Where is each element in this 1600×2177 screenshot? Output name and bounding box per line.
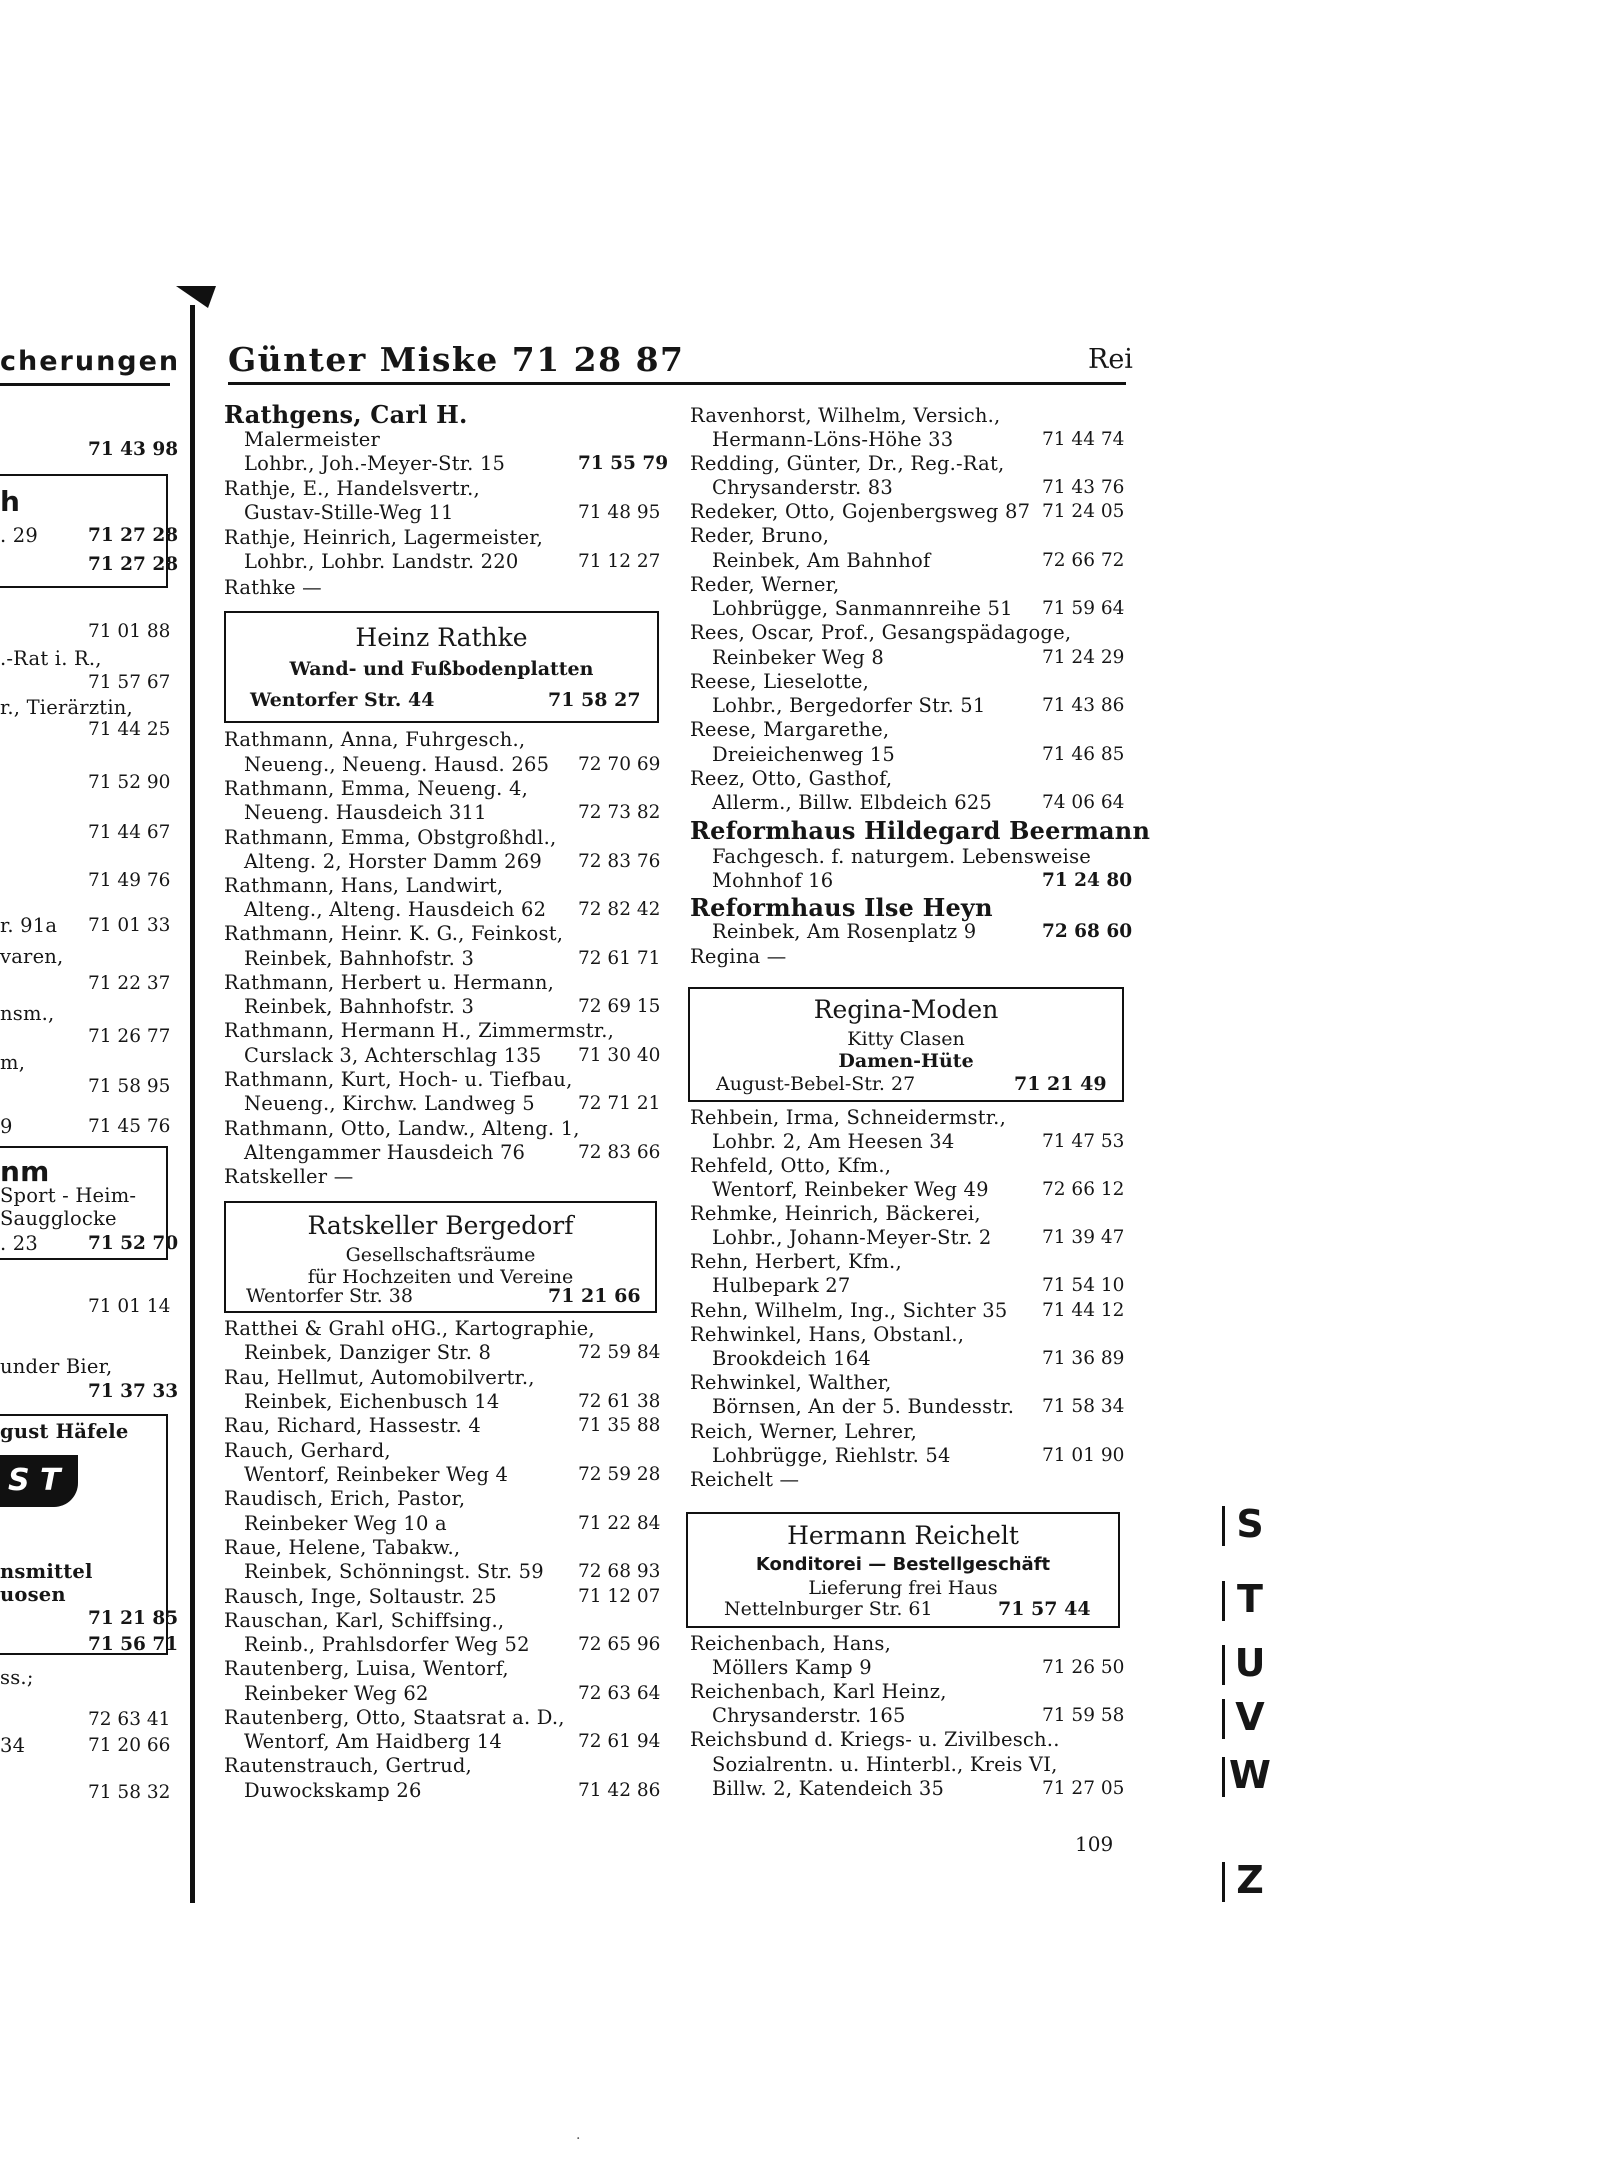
ad-hermann-reichelt — [686, 1512, 1120, 1628]
col2-entry-5: Reder, Bruno, — [690, 524, 830, 547]
col1-entry-31: Rau, Richard, Hassestr. 4 — [224, 1414, 481, 1437]
col2-phone-10: 71 24 29 — [1042, 647, 1125, 668]
col1-phone-30: 72 61 38 — [578, 1391, 661, 1412]
col2-entry-30: Hulbepark 27 — [712, 1274, 851, 1297]
col1-entry-35: Reinbeker Weg 10 a — [244, 1512, 447, 1535]
col2-entry-37: Lohbrügge, Riehlstr. 54 — [712, 1444, 951, 1467]
gutter-flag — [176, 286, 216, 308]
ad-rathke-name: Heinz Rathke — [355, 623, 528, 652]
col2-phone-37: 71 01 90 — [1042, 1445, 1125, 1466]
thumb-tab-mark — [1222, 1757, 1225, 1797]
left-entry-1: h — [0, 485, 21, 518]
gutter-line — [190, 305, 195, 1903]
col2-phone-42: 71 59 58 — [1042, 1705, 1125, 1726]
col2-entry-32: Rehwinkel, Hans, Obstanl., — [690, 1323, 965, 1346]
ad-regina-phone: 71 21 49 — [1014, 1073, 1107, 1095]
col1-phone-46: 71 42 86 — [578, 1780, 661, 1801]
col2-entry-10: Reinbeker Weg 8 — [712, 646, 884, 669]
left-entry-22: Saugglocke — [0, 1207, 117, 1230]
col1-entry-42: Reinbeker Weg 62 — [244, 1682, 429, 1705]
col2-phone-21: 72 68 60 — [1042, 921, 1133, 942]
left-phone-4: 71 01 88 — [88, 621, 171, 642]
ad-regina-name: Regina-Moden — [813, 995, 999, 1024]
col1-phone-15: 72 82 42 — [578, 899, 661, 920]
ad-reichelt-address: Nettelnburger Str. 61 — [724, 1598, 933, 1620]
left-phone-34: 71 20 66 — [88, 1735, 171, 1756]
left-phone-3: 71 27 28 — [88, 554, 179, 575]
header-advertisement: Günter Miske 71 28 87 — [228, 340, 685, 379]
col1-phone-11: 72 73 82 — [578, 802, 661, 823]
col1-entry-34: Raudisch, Erich, Pastor, — [224, 1487, 466, 1510]
left-entry-23: . 23 — [0, 1232, 39, 1255]
col2-phone-12: 71 43 86 — [1042, 695, 1125, 716]
col1-entry-17: Reinbek, Bahnhofstr. 3 — [244, 947, 475, 970]
col2-entry-19: Mohnhof 16 — [712, 869, 834, 892]
col1-phone-38: 71 12 07 — [578, 1586, 661, 1607]
ad-ratskeller-phone: 71 21 66 — [548, 1285, 641, 1307]
print-speck: · — [576, 2131, 581, 2147]
col2-entry-33: Brookdeich 164 — [712, 1347, 871, 1370]
col1-entry-44: Wentorf, Am Haidberg 14 — [244, 1730, 502, 1753]
left-phone-10: 71 44 67 — [88, 822, 171, 843]
col2-entry-31: Rehn, Wilhelm, Ing., Sichter 35 — [690, 1299, 1008, 1322]
col1-entry-38: Rausch, Inge, Soltaustr. 25 — [224, 1585, 497, 1608]
col1-phone-21: 71 30 40 — [578, 1045, 661, 1066]
col2-phone-24: 71 47 53 — [1042, 1131, 1125, 1152]
col1-phone-23: 72 71 21 — [578, 1093, 661, 1114]
left-logo-text: S T — [8, 1463, 61, 1498]
left-entry-12: r. 91a — [0, 914, 58, 937]
col2-entry-29: Rehn, Herbert, Kfm., — [690, 1250, 902, 1273]
col1-entry-32: Rauch, Gerhard, — [224, 1439, 391, 1462]
left-phone-35: 71 58 32 — [88, 1782, 171, 1803]
left-entry-29: uosen — [0, 1583, 66, 1606]
col1-entry-33: Wentorf, Reinbeker Weg 4 — [244, 1463, 509, 1486]
col2-entry-39: Reichenbach, Hans, — [690, 1632, 892, 1655]
col1-entry-22: Rathmann, Kurt, Hoch- u. Tiefbau, — [224, 1068, 573, 1091]
col1-entry-37: Reinbek, Schönningst. Str. 59 — [244, 1560, 544, 1583]
col2-phone-28: 71 39 47 — [1042, 1227, 1125, 1248]
thumb-tab-mark — [1222, 1581, 1225, 1621]
left-phone-9: 71 52 90 — [88, 772, 171, 793]
col2-entry-8: Lohbrügge, Sanmannreihe 51 — [712, 597, 1013, 620]
ad-ratskeller-address: Wentorfer Str. 38 — [246, 1285, 413, 1307]
col2-phone-31: 71 44 12 — [1042, 1300, 1125, 1321]
left-phone-0: 71 43 98 — [88, 439, 179, 460]
col2-entry-40: Möllers Kamp 9 — [712, 1656, 872, 1679]
col2-entry-43: Reichsbund d. Kriegs- u. Zivilbesch.. — [690, 1728, 1060, 1751]
col1-entry-29: Rau, Hellmut, Automobilvertr., — [224, 1366, 535, 1389]
left-logo — [0, 1455, 78, 1507]
col2-entry-6: Reinbek, Am Bahnhof — [712, 549, 931, 572]
ad-reichelt-line1: Konditorei — Bestellgeschäft — [755, 1554, 1051, 1575]
col2-entry-15: Reez, Otto, Gasthof, — [690, 767, 893, 790]
col1-phone-4: 71 48 95 — [578, 502, 661, 523]
ad-regina-line2: Damen-Hüte — [838, 1050, 974, 1072]
col2-phone-14: 71 46 85 — [1042, 744, 1125, 765]
thumb-tab-u[interactable]: U — [1234, 1641, 1266, 1685]
col1-entry-16: Rathmann, Heinr. K. G., Feinkost, — [224, 922, 564, 945]
col2-phone-26: 72 66 12 — [1042, 1179, 1125, 1200]
col1-entry-13: Alteng. 2, Horster Damm 269 — [244, 850, 542, 873]
left-entry-28: nsmittel — [0, 1560, 93, 1583]
thumb-tab-t[interactable]: T — [1237, 1577, 1263, 1621]
col1-entry-11: Neueng. Hausdeich 311 — [244, 801, 487, 824]
left-phone-33: 72 63 41 — [88, 1709, 171, 1730]
col1-entry-24: Rathmann, Otto, Landw., Alteng. 1, — [224, 1117, 580, 1140]
col1-phone-17: 72 61 71 — [578, 948, 661, 969]
left-phone-19: 71 45 76 — [88, 1116, 171, 1137]
col1-phone-25: 72 83 66 — [578, 1142, 661, 1163]
thumb-tab-mark — [1222, 1699, 1225, 1739]
col2-entry-41: Reichenbach, Karl Heinz, — [690, 1680, 947, 1703]
left-entry-2: . 29 — [0, 524, 39, 547]
col1-entry-6: Lohbr., Lohbr. Landstr. 220 — [244, 550, 519, 573]
col1-entry-0: Rathgens, Carl H. — [224, 400, 468, 429]
col1-phone-40: 72 65 96 — [578, 1634, 661, 1655]
left-phone-6: 71 57 67 — [88, 672, 171, 693]
col2-entry-13: Reese, Margarethe, — [690, 718, 890, 741]
col2-entry-14: Dreieichenweg 15 — [712, 743, 896, 766]
col1-entry-41: Rautenberg, Luisa, Wentorf, — [224, 1657, 509, 1680]
col2-entry-25: Rehfeld, Otto, Kfm., — [690, 1154, 892, 1177]
left-phone-23: 71 52 70 — [88, 1233, 179, 1254]
col1-entry-2: Lohbr., Joh.-Meyer-Str. 15 — [244, 452, 506, 475]
ad-regina-address: August-Bebel-Str. 27 — [716, 1073, 916, 1095]
col2-entry-45: Billw. 2, Katendeich 35 — [712, 1777, 945, 1800]
col2-entry-26: Wentorf, Reinbeker Weg 49 — [712, 1178, 989, 1201]
col2-entry-3: Chrysanderstr. 83 — [712, 476, 893, 499]
thumb-tab-mark — [1222, 1506, 1225, 1546]
left-entry-15: nsm., — [0, 1002, 55, 1025]
col2-entry-2: Redding, Günter, Dr., Reg.-Rat, — [690, 452, 1005, 475]
col1-entry-15: Alteng., Alteng. Hausdeich 62 — [244, 898, 547, 921]
col1-entry-4: Gustav-Stille-Weg 11 — [244, 501, 454, 524]
thumb-tab-mark — [1222, 1645, 1225, 1685]
col2-entry-12: Lohbr., Bergedorfer Str. 51 — [712, 694, 986, 717]
left-entry-19: 9 — [0, 1115, 13, 1138]
col2-phone-35: 71 58 34 — [1042, 1396, 1125, 1417]
col2-entry-20: Reformhaus Ilse Heyn — [690, 893, 993, 922]
left-phone-2: 71 27 28 — [88, 525, 179, 546]
left-phone-14: 71 22 37 — [88, 973, 171, 994]
ad-rathke-phone: 71 58 27 — [548, 689, 641, 711]
col1-entry-23: Neueng., Kirchw. Landweg 5 — [244, 1092, 535, 1115]
col2-phone-6: 72 66 72 — [1042, 550, 1125, 571]
col2-entry-23: Rehbein, Irma, Schneidermstr., — [690, 1106, 1006, 1129]
col1-entry-40: Reinb., Prahlsdorfer Weg 52 — [244, 1633, 530, 1656]
col1-phone-42: 72 63 64 — [578, 1683, 661, 1704]
col2-phone-40: 71 26 50 — [1042, 1657, 1125, 1678]
col1-entry-30: Reinbek, Eichenbusch 14 — [244, 1390, 500, 1413]
left-phone-12: 71 01 33 — [88, 915, 171, 936]
left-phone-30: 71 21 85 — [88, 1608, 179, 1629]
col2-phone-3: 71 43 76 — [1042, 477, 1125, 498]
col2-entry-17: Reformhaus Hildegard Beermann — [690, 816, 1151, 845]
ad-reichelt-phone: 71 57 44 — [998, 1598, 1091, 1620]
col1-entry-43: Rautenberg, Otto, Staatsrat a. D., — [224, 1706, 565, 1729]
col1-entry-26: Ratskeller — — [224, 1165, 354, 1188]
ad-rathke-address: Wentorfer Str. 44 — [250, 689, 435, 711]
col1-phone-13: 72 83 76 — [578, 851, 661, 872]
col2-entry-9: Rees, Oscar, Prof., Gesangspädagoge, — [690, 621, 1072, 644]
col2-entry-11: Reese, Lieselotte, — [690, 670, 869, 693]
col2-entry-24: Lohbr. 2, Am Heesen 34 — [712, 1130, 955, 1153]
col2-entry-1: Hermann-Löns-Höhe 33 — [712, 428, 954, 451]
col2-entry-21: Reinbek, Am Rosenplatz 9 — [712, 920, 977, 943]
col1-entry-12: Rathmann, Emma, Obstgroßhdl., — [224, 826, 557, 849]
left-phone-18: 71 58 95 — [88, 1076, 171, 1097]
left-entry-7: r., Tierärztin, — [0, 696, 133, 719]
col1-entry-8: Rathmann, Anna, Fuhrgesch., — [224, 728, 526, 751]
col1-phone-19: 72 69 15 — [578, 996, 661, 1017]
page-number: 109 — [1075, 1832, 1114, 1856]
left-entry-17: m, — [0, 1051, 26, 1074]
col1-entry-28: Reinbek, Danziger Str. 8 — [244, 1341, 492, 1364]
ad-ratskeller-line2: für Hochzeiten und Vereine — [307, 1266, 574, 1288]
col2-phone-19: 71 24 80 — [1042, 870, 1133, 891]
col1-phone-6: 71 12 27 — [578, 551, 661, 572]
col2-entry-34: Rehwinkel, Walther, — [690, 1371, 892, 1394]
col1-phone-9: 72 70 69 — [578, 754, 661, 775]
col1-entry-1: Malermeister — [244, 428, 381, 451]
col1-entry-21: Curslack 3, Achterschlag 135 — [244, 1044, 542, 1067]
col1-entry-14: Rathmann, Hans, Landwirt, — [224, 874, 504, 897]
left-entry-27: gust Häfele — [0, 1420, 129, 1443]
col2-phone-4: 71 24 05 — [1042, 501, 1125, 522]
col1-entry-9: Neueng., Neueng. Hausd. 265 — [244, 753, 550, 776]
col2-entry-27: Rehmke, Heinrich, Bäckerei, — [690, 1202, 981, 1225]
col2-phone-16: 74 06 64 — [1042, 792, 1125, 813]
left-entry-21: Sport - Heim- — [0, 1184, 137, 1207]
col2-entry-36: Reich, Werner, Lehrer, — [690, 1420, 918, 1443]
thumb-tab-mark — [1222, 1862, 1225, 1902]
ad-reichelt-name: Hermann Reichelt — [787, 1521, 1019, 1550]
col1-entry-36: Raue, Helene, Tabakw., — [224, 1536, 461, 1559]
col1-entry-19: Reinbek, Bahnhofstr. 3 — [244, 995, 475, 1018]
col1-phone-28: 72 59 84 — [578, 1342, 661, 1363]
ad-heinz-rathke — [224, 611, 659, 723]
left-entry-5: .-Rat i. R., — [0, 647, 102, 670]
ad-ratskeller-name: Ratskeller Bergedorf — [307, 1211, 574, 1240]
left-entry-25: under Bier, — [0, 1355, 113, 1378]
col1-phone-2: 71 55 79 — [578, 453, 669, 474]
col1-entry-18: Rathmann, Herbert u. Hermann, — [224, 971, 555, 994]
col2-entry-7: Reder, Werner, — [690, 573, 840, 596]
col2-entry-44: Sozialrentn. u. Hinterbl., Kreis VI, — [712, 1753, 1058, 1776]
col1-phone-44: 72 61 94 — [578, 1731, 661, 1752]
left-header-rule — [0, 383, 170, 386]
left-entry-32: ss.; — [0, 1666, 34, 1689]
left-phone-24: 71 01 14 — [88, 1296, 171, 1317]
left-phone-8: 71 44 25 — [88, 719, 171, 740]
col2-entry-22: Regina — — [690, 945, 787, 968]
col2-entry-28: Lohbr., Johann-Meyer-Str. 2 — [712, 1226, 992, 1249]
col2-phone-30: 71 54 10 — [1042, 1275, 1125, 1296]
thumb-tab-z[interactable]: Z — [1236, 1858, 1264, 1902]
col2-phone-8: 71 59 64 — [1042, 598, 1125, 619]
col2-entry-16: Allerm., Billw. Elbdeich 625 — [712, 791, 993, 814]
left-phone-16: 71 26 77 — [88, 1026, 171, 1047]
header-rule — [228, 382, 1126, 385]
col1-entry-25: Altengammer Hausdeich 76 — [244, 1141, 526, 1164]
col1-phone-31: 71 35 88 — [578, 1415, 661, 1436]
col1-entry-3: Rathje, E., Handelsvertr., — [224, 477, 480, 500]
col2-entry-0: Ravenhorst, Wilhelm, Versich., — [690, 404, 1001, 427]
left-entry-13: varen, — [0, 945, 64, 968]
col1-entry-5: Rathje, Heinrich, Lagermeister, — [224, 526, 544, 549]
left-entry-34: 34 — [0, 1734, 26, 1757]
thumb-tab-w[interactable]: W — [1229, 1753, 1271, 1797]
ad-regina-moden — [688, 987, 1124, 1102]
ad-ratskeller-line1: Gesellschaftsräume — [345, 1244, 536, 1266]
col2-entry-4: Redeker, Otto, Gojenbergsweg 87 — [690, 500, 1031, 523]
ad-reichelt-line2: Lieferung frei Haus — [808, 1577, 998, 1599]
left-entry-20: nm — [0, 1155, 50, 1188]
col2-entry-35: Börnsen, An der 5. Bundesstr. — [712, 1395, 1015, 1418]
col1-entry-10: Rathmann, Emma, Neueng. 4, — [224, 777, 528, 800]
thumb-tab-s[interactable]: S — [1236, 1502, 1264, 1546]
ad-ratskeller-bergedorf — [224, 1201, 657, 1313]
col2-phone-1: 71 44 74 — [1042, 429, 1125, 450]
col1-phone-35: 71 22 84 — [578, 1513, 661, 1534]
ad-regina-line1: Kitty Clasen — [847, 1028, 965, 1050]
col2-entry-42: Chrysanderstr. 165 — [712, 1704, 906, 1727]
col1-entry-7: Rathke — — [224, 576, 322, 599]
left-phone-31: 71 56 71 — [88, 1634, 179, 1655]
col1-entry-20: Rathmann, Hermann H., Zimmermstr., — [224, 1019, 615, 1042]
left-phone-26: 71 37 33 — [88, 1381, 179, 1402]
thumb-tab-v[interactable]: V — [1235, 1695, 1265, 1739]
col1-entry-45: Rautenstrauch, Gertrud, — [224, 1754, 472, 1777]
col2-entry-38: Reichelt — — [690, 1468, 800, 1491]
header-keyword: Rei — [1088, 344, 1133, 375]
col1-entry-27: Ratthei & Grahl oHG., Kartographie, — [224, 1317, 595, 1340]
col2-phone-45: 71 27 05 — [1042, 1778, 1125, 1799]
col2-entry-18: Fachgesch. f. naturgem. Lebensweise — [712, 845, 1092, 868]
ad-rathke-line: Wand- und Fußbodenplatten — [289, 658, 594, 680]
left-phone-11: 71 49 76 — [88, 870, 171, 891]
col1-phone-33: 72 59 28 — [578, 1464, 661, 1485]
col2-phone-33: 71 36 89 — [1042, 1348, 1125, 1369]
col1-entry-46: Duwockskamp 26 — [244, 1779, 422, 1802]
col1-entry-39: Rauschan, Karl, Schiffsing., — [224, 1609, 505, 1632]
col1-phone-37: 72 68 93 — [578, 1561, 661, 1582]
left-page-header: cherungen — [0, 346, 181, 377]
